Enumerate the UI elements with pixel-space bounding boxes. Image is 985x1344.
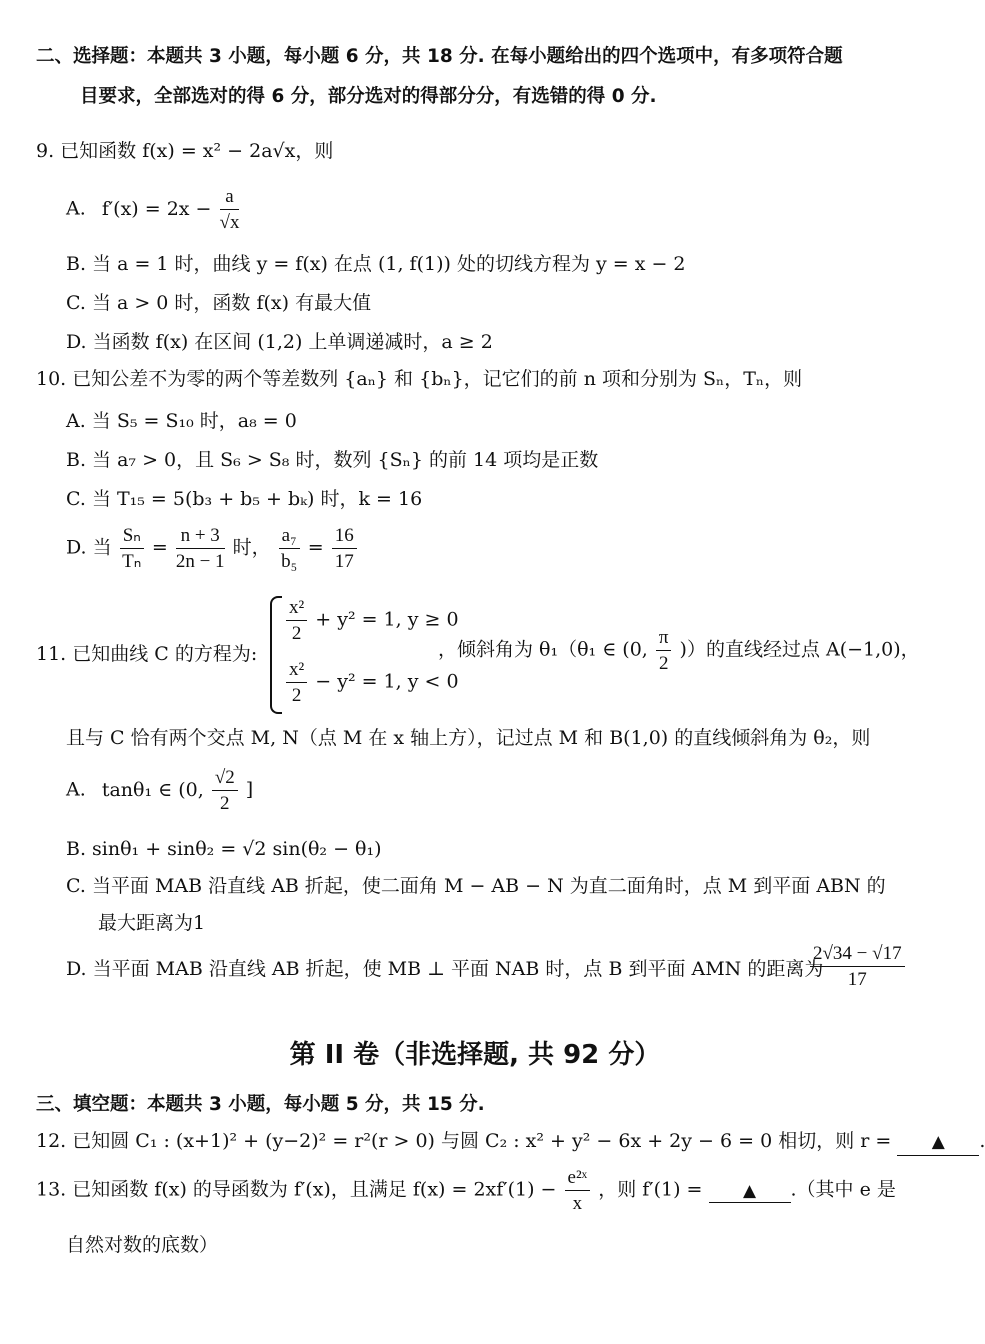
- q13: [36, 1168, 896, 1213]
- q11-a-lhs: tanθ₁ ∈ (0,: [101, 778, 204, 801]
- q13-pre: 13. 已知函数 f(x) 的导函数为 f′(x)，且满足 f(x) = 2xf′(1) −: [36, 1178, 557, 1201]
- q11-stem-prefix: 11. 已知曲线 C 的方程为:: [36, 643, 258, 665]
- q13-mid: ，则 f′(1) =: [598, 1178, 703, 1201]
- q10-d-frac2-den: 2n − 1: [175, 551, 225, 572]
- q13-num: e²ˣ: [565, 1168, 591, 1191]
- q13-answer-blank[interactable]: [709, 1179, 791, 1203]
- q11-a-den: 2: [220, 793, 230, 814]
- q11-case2-rest: − y² = 1, y < 0: [315, 670, 459, 693]
- q11-case1-den: 2: [291, 623, 302, 644]
- q10-d-mid: 时，: [232, 536, 271, 559]
- q11-suffix-b: )）的直线经过点 A(−1,0)，: [679, 638, 920, 661]
- q11-case2-den: 2: [291, 685, 302, 706]
- q10-d-frac2: [176, 526, 225, 571]
- q10-option-c: C. 当 T₁₅ = 5(b₃ + b₅ + bₖ) 时，k = 16: [66, 488, 423, 510]
- q11-d-frac: [810, 944, 905, 989]
- q9-option-c: C. 当 a > 0 时，函数 f(x) 有最大值: [66, 292, 372, 314]
- q11-case1-frac: [286, 598, 307, 643]
- q12: [36, 1128, 985, 1156]
- triangle-icon: ▲: [742, 1180, 757, 1201]
- q10-d-frac1: [120, 526, 144, 571]
- q11-d-fraction: [808, 944, 907, 989]
- q11-option-c-line2: 最大距离为1: [98, 912, 206, 934]
- q12-text: 12. 已知圆 C₁ : (x+1)² + (y−2)² = r²(r > 0) 与圆 C₂ : x² + y² − 6x + 2y − 6 = 0 相切，则 r =: [36, 1130, 892, 1152]
- q11-case2-frac: [286, 660, 307, 705]
- q9-option-a: [66, 187, 241, 232]
- part-2-title: 第 II 卷（非选择题, 共 92 分）: [289, 1040, 661, 1070]
- q11-d-num: 2√34 − √17: [810, 944, 905, 967]
- q10-d-frac2-num: n + 3: [176, 526, 225, 549]
- q11-case2: [284, 660, 459, 705]
- q13-den: x: [572, 1193, 583, 1214]
- q10-d-label: D. 当: [66, 536, 112, 559]
- q10-option-b: B. 当 a₇ > 0，且 S₆ > S₈ 时，数列 {Sₙ} 的前 14 项均是正数: [66, 449, 599, 471]
- q11-d-den: 17: [847, 969, 867, 990]
- q10-stem: 10. 已知公差不为零的两个等差数列 {aₙ} 和 {bₙ}，记它们的前 n 项和分别为 Sₙ，Tₙ，则: [36, 368, 803, 390]
- triangle-icon: ▲: [931, 1132, 945, 1152]
- q9-stem: 9. 已知函数 f(x) = x² − 2a√x，则: [36, 140, 334, 162]
- q11-pi-frac: [656, 628, 672, 673]
- q10-d-frac3-den: b₅: [281, 551, 298, 572]
- q12-answer-blank[interactable]: [897, 1128, 979, 1156]
- section-2-heading-line1: 二、选择题：本题共 3 小题，每小题 6 分，共 18 分. 在每小题给出的四个选项中，有多项符合题: [36, 46, 843, 67]
- q9-option-d: D. 当函数 f(x) 在区间 (1,2) 上单调递减时，a ≥ 2: [66, 331, 493, 353]
- q10-d-frac4-num: 16: [332, 526, 357, 549]
- q11-case1-num: x²: [286, 598, 307, 621]
- q11-a-rhs: ]: [245, 778, 254, 801]
- q11-case1-rest: + y² = 1, y ≥ 0: [315, 608, 459, 631]
- q9-option-b: B. 当 a = 1 时，曲线 y = f(x) 在点 (1, f(1)) 处的切线方程为 y = x − 2: [66, 253, 686, 275]
- q11-a-frac: [212, 768, 238, 813]
- q10-d-eq1: =: [151, 536, 168, 559]
- q10-option-a: A. 当 S₅ = S₁₀ 时，a₈ = 0: [66, 410, 297, 432]
- q11-option-b: B. sinθ₁ + sinθ₂ = √2 sin(θ₂ − θ₁): [66, 838, 382, 860]
- q11-pi-num: π: [656, 628, 672, 651]
- q10-d-frac4: [332, 526, 357, 571]
- q11-option-d: D. 当平面 MAB 沿直线 AB 折起，使 MB ⊥ 平面 NAB 时，点 B 到平面 AMN 的距离为: [66, 958, 824, 980]
- q13-post: .（其中 e 是: [790, 1178, 896, 1201]
- q11-pi-den: 2: [658, 653, 669, 674]
- q9-a-den: √x: [219, 212, 240, 233]
- q10-d-eq2: =: [307, 536, 324, 559]
- q10-d-frac1-den: Tₙ: [122, 551, 142, 572]
- section-2-heading-line2: 目要求，全部选对的得 6 分，部分选对的得部分分，有选错的得 0 分.: [80, 86, 657, 107]
- section-3-heading: 三、填空题：本题共 3 小题，每小题 5 分，共 15 分.: [36, 1094, 485, 1115]
- q11-stem-suffix: [438, 628, 920, 673]
- q11-suffix-a: ，倾斜角为 θ₁（θ₁ ∈ (0,: [438, 638, 648, 661]
- q13-frac: [565, 1168, 591, 1213]
- q10-option-d: [66, 526, 359, 571]
- q9-a-num: a: [220, 187, 240, 210]
- q11-option-a: [66, 768, 253, 813]
- q10-d-frac1-num: Sₙ: [120, 526, 144, 549]
- q11-case1: [284, 598, 459, 643]
- q11-a-num: √2: [212, 768, 238, 791]
- q9-a-fraction: [220, 187, 240, 232]
- q11-case2-num: x²: [286, 660, 307, 683]
- q12-end: .: [979, 1130, 985, 1152]
- q11-a-label: A.: [66, 778, 86, 801]
- q10-d-frac4-den: 17: [334, 551, 354, 572]
- q11-piecewise-brace: [270, 596, 282, 714]
- q9-a-label: A.: [66, 197, 86, 220]
- q10-d-frac3: [279, 526, 300, 571]
- q10-d-frac3-num: a₇: [279, 526, 300, 549]
- q13-line2: 自然对数的底数）: [66, 1234, 219, 1256]
- q11-option-c-line1: C. 当平面 MAB 沿直线 AB 折起，使二面角 M − AB − N 为直二面角时，点 M 到平面 ABN 的: [66, 875, 886, 897]
- q9-a-lhs: f′(x) = 2x −: [101, 197, 212, 220]
- q11-stem-line2: 且与 C 恰有两个交点 M, N（点 M 在 x 轴上方），记过点 M 和 B(1,0) 的直线倾斜角为 θ₂，则: [66, 727, 871, 749]
